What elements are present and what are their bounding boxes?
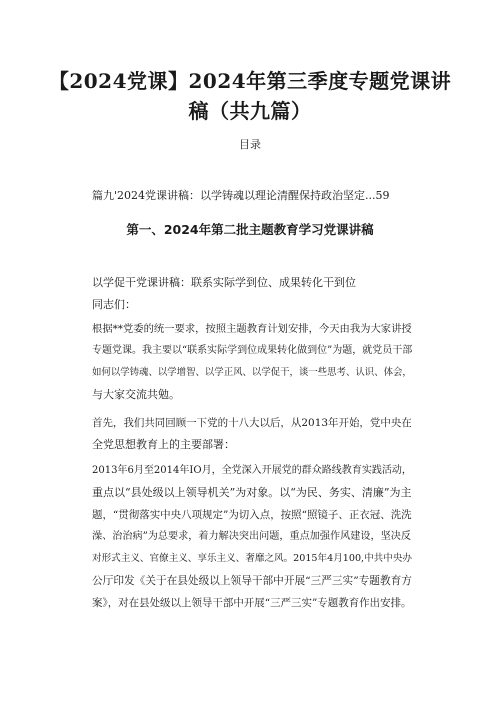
paragraph-3-line: 2013年6月至2014年IO月，全党深入开展党的群众路线教育实践活动， bbox=[92, 465, 412, 476]
paragraph-1-line: 专题党课。我主要以“联系实际学到位成果转化做到位”为题，就党员干部 bbox=[92, 345, 413, 356]
paragraph-2-line: 全党思想教育上的主要部署： bbox=[92, 438, 235, 451]
paragraph-3-line: 重点以“县处级以上领导机关”为对象。以“为民、务实、清廉”为主 bbox=[92, 486, 412, 499]
paragraph-1 bbox=[92, 318, 412, 406]
paragraph-1-line: 如何以学铸魂、以学增智、以学正风、以学促干，谈一些思考、认识、体会， bbox=[92, 367, 412, 378]
salutation: 同志们： bbox=[92, 298, 136, 311]
paragraph-3-line: 对形式主义、官僚主义、享乐主义、奢靡之风。2015年4月100,中共中央办 bbox=[92, 553, 412, 564]
chapter-title: 第一、2024年第二批主题教育学习党课讲稿 bbox=[126, 222, 374, 237]
paragraph-3-line: 题，“贯彻落实中央八项规定”为切入点，按照“照镜子、正衣冠、洗洗 bbox=[92, 509, 412, 521]
title-line-1: 【2024党课】2024年第三季度专题党课讲 bbox=[48, 69, 452, 93]
paragraph-2 bbox=[92, 412, 412, 456]
speech-subtitle: 以学促干党课讲稿：联系实际学到位、成果转化干到位 bbox=[92, 276, 356, 289]
document-title bbox=[40, 66, 460, 126]
paragraph-3-line: 公厅印发《关于在县处级以上领导干部中开展“三严三实”专题教育方 bbox=[92, 574, 412, 587]
toc-heading: 目录 bbox=[239, 138, 261, 151]
title-line-2: 稿（共九篇） bbox=[188, 99, 312, 123]
paragraph-2-line: 首先，我们共同回顾一下党的十八大以后，从2013年开始，党中央在 bbox=[92, 417, 412, 429]
paragraph-3 bbox=[92, 460, 412, 614]
paragraph-3-line: 澡、治治病”为总要求，着力解决突出问题，重点加强作风建设，坚决反 bbox=[92, 531, 412, 542]
paragraph-1-line: 与大家交流共勉。 bbox=[92, 388, 180, 401]
paragraph-1-line: 根据**党委的统一要求，按照主题教育计划安排，今天由我为大家讲授 bbox=[92, 323, 412, 335]
paragraph-3-line: 案》，对在县处级以上领导干部中开展“三严三实”专题教育作出安排。 bbox=[92, 597, 412, 609]
toc-entry[interactable]: 篇九'2024党课讲稿：以学铸魂以理论清醒保持政治坚定...59 bbox=[92, 189, 390, 202]
